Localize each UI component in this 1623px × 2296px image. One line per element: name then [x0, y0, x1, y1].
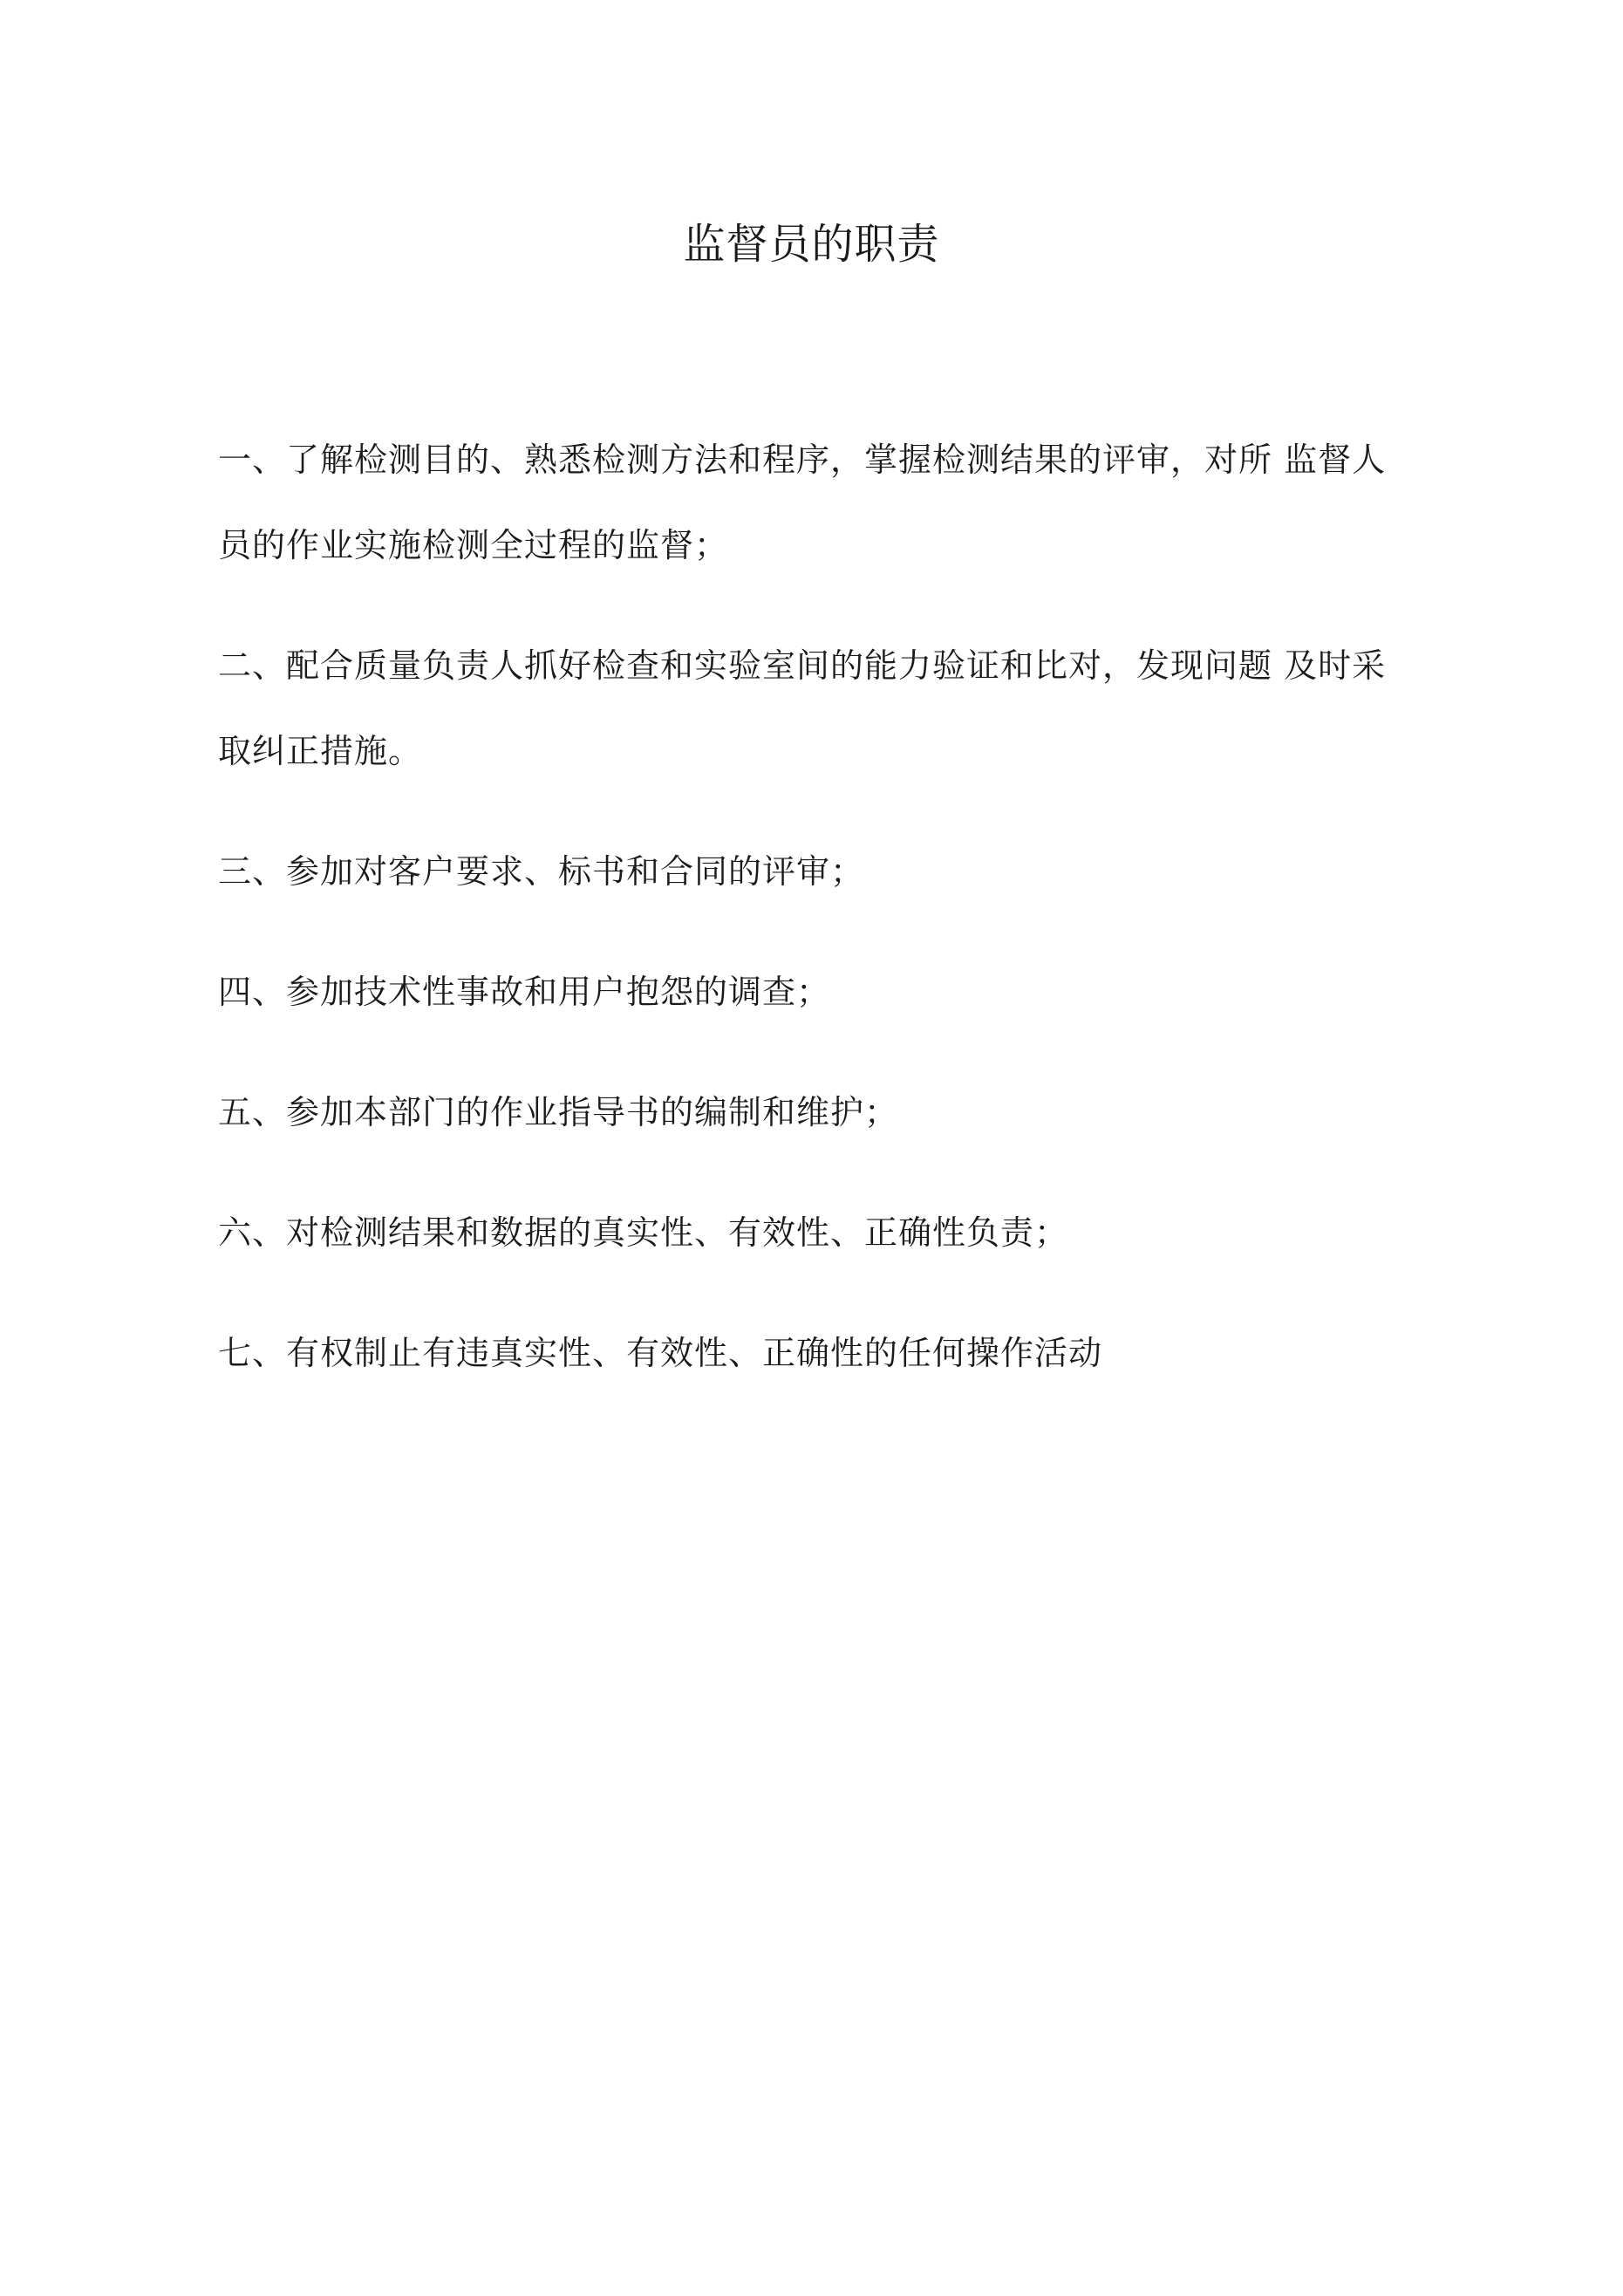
duty-item-3: 三、参加对客户要求、标书和合同的评审；: [218, 852, 865, 891]
duty-item-6: 六、对检测结果和数据的真实性、有效性、正确性负责；: [218, 1213, 1069, 1252]
page-title: 监督员的职责: [683, 220, 940, 269]
duty-item-2: 二、配合质量负责人抓好检查和实验室间的能力验证和比对，发现问题 及时采取纠正措施。: [218, 646, 1387, 770]
duty-item-5: 五、参加本部门的作业指导书的编制和维护；: [218, 1093, 899, 1131]
duty-list: [218, 417, 1413, 1431]
duty-item-4: 四、参加技术性事故和用户抱怨的调查；: [218, 973, 831, 1011]
duty-item-1: 一、了解检测目的、熟悉检测方法和程序，掌握检测结果的评审，对所 监督人员的作业实施检测全过程的监督；: [218, 441, 1387, 564]
duty-item-7: 七、有权制止有违真实性、有效性、正确性的任何操作活动: [218, 1334, 1103, 1372]
